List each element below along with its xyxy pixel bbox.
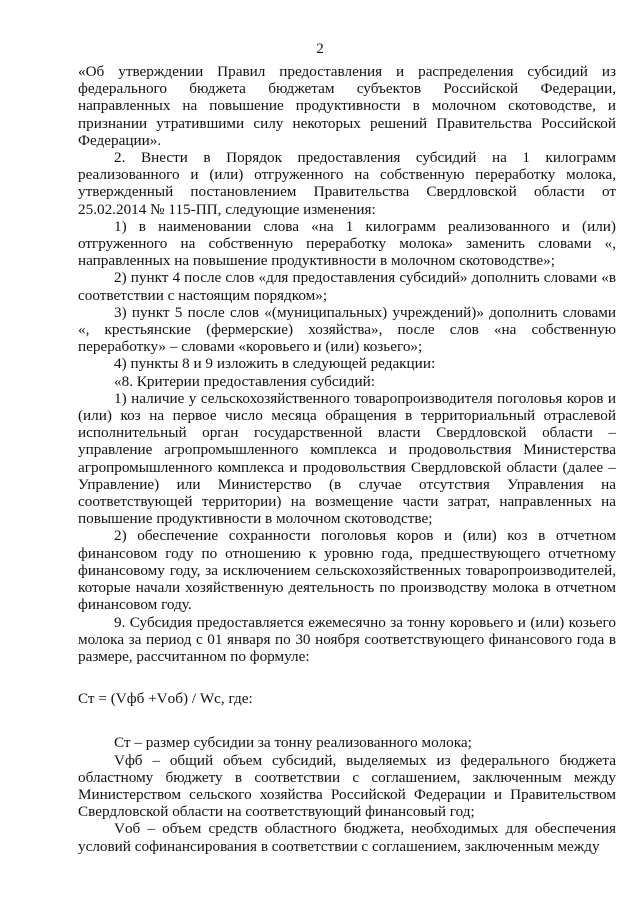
paragraph: 9. Субсидия предоставляется ежемесячно за тонну коровьего и (или) козьего молока за период с 01 января по 30 ноября соответствующего финансового года в размере, рассчитанном по формуле: (78, 613, 616, 665)
paragraph: Vоб – объем средств областного бюджета, необходимых для обеспечения условий софинансирования в соответствии с соглашением, заключенным между (78, 820, 616, 855)
paragraph: 3) пункт 5 после слов «(муниципальных) учреждений)» дополнить словами «, крестьянские (фермерские) хозяйства», после слов «на собственную переработку» – словами «коровьего и (или) козьего»; (78, 303, 616, 356)
paragraph: 2) пункт 4 после слов «для предоставления субсидий» дополнить словами «в соответствии с настоящим порядком»; (78, 269, 616, 304)
paragraph-group-main (78, 63, 616, 665)
paragraph: 1) в наименовании слова «на 1 килограмм реализованного и (или) отгруженного на собственную переработку молока» заменить словами «, направленных на повышение продуктивности в молочном скотоводстве»; (78, 217, 616, 270)
paragraph: «8. Критерии предоставления субсидий: (114, 372, 375, 390)
paragraph: 2) обеспечение сохранности поголовья коров и (или) коз в отчетном финансовом году по отношению к уровню года, предшествующего отчетному финансовому году, за исключением сельскохозяйственных товаропроизводителей, которые начали хозяйственную деятельность по производству молока в отчетном финансовом году. (78, 527, 616, 614)
paragraph: 4) пункты 8 и 9 изложить в следующей редакции: (114, 355, 436, 373)
paragraph-group-definitions (78, 734, 616, 854)
subsidy-formula: Ст = (Vфб +Vоб) / Wс, где: (78, 690, 253, 708)
paragraph: Vфб – общий объем субсидий, выделяемых из федерального бюджета областному бюджету в соответствии с соглашением, заключенным между Министерством сельского хозяйства Российской Федерации и Правительством Свердловской области на соответствующий финансовый год; (78, 751, 616, 821)
paragraph: «Об утверждении Правил предоставления и распределения субсидий из федерального бюджета бюджетам субъектов Российской Федерации, направленных на повышение продуктивности в молочном скотоводстве, и признании утратившими силу некоторых решений Правительства Российской Федерации». (78, 63, 616, 149)
paragraph: 1) наличие у сельскохозяйственного товаропроизводителя поголовья коров и (или) коз на первое число месяца обращения в территориальный отраслевой исполнительный орган государственной власти Свердловской области – управление агропромышленного комплекса и продовольствия Министерства агропромышленного комплекса и продовольствия Свердловской области (далее – Управление) или Министерство (в случае отсутствия Управления на соответствующей территории) на возмещение части затрат, направленных на повышение продуктивности в молочном скотоводстве; (78, 389, 616, 528)
page-number: 2 (316, 40, 324, 57)
paragraph: Ст – размер субсидии за тонну реализованного молока; (114, 734, 472, 752)
paragraph: 2. Внести в Порядок предоставления субсидий на 1 килограмм реализованного и (или) отгруженного на собственную переработку молока, утвержденный постановлением Правительства Свердловской области от 25.02.2014 № 115-ПП, следующие изменения: (78, 149, 616, 218)
document-body (78, 63, 616, 855)
